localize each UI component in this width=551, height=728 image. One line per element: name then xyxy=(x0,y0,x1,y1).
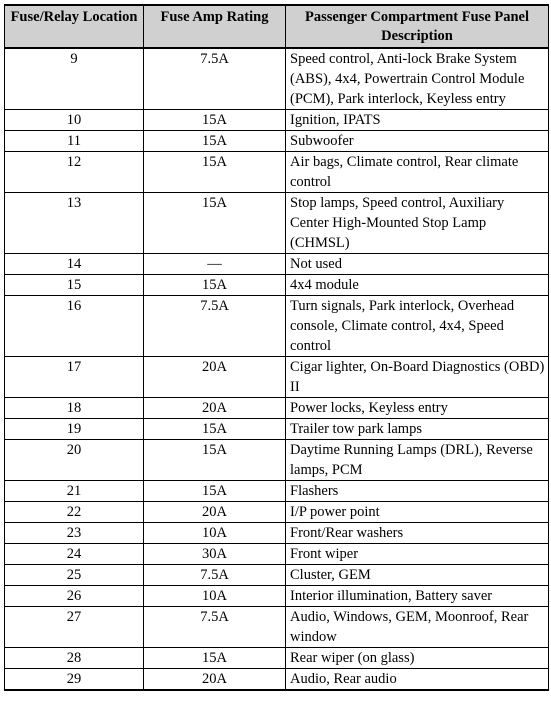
header-location: Fuse/Relay Location xyxy=(5,5,144,48)
fuse-description-cell: Audio, Windows, GEM, Moonroof, Rear window xyxy=(286,607,549,648)
fuse-location-cell: 24 xyxy=(5,544,144,565)
fuse-description-cell: Trailer tow park lamps xyxy=(286,419,549,440)
fuse-description-cell: Speed control, Anti-lock Brake System (ABS), 4x4, Powertrain Control Module (PCM), Park interlock, Keyless entry xyxy=(286,48,549,110)
table-row xyxy=(5,419,549,440)
fuse-description-cell: Turn signals, Park interlock, Overhead console, Climate control, 4x4, Speed control xyxy=(286,296,549,357)
table-header xyxy=(5,5,549,48)
fuse-amp-cell: 15A xyxy=(144,648,286,669)
fuse-amp-cell: 15A xyxy=(144,440,286,481)
table-row xyxy=(5,398,549,419)
fuse-description-cell: Ignition, IPATS xyxy=(286,110,549,131)
table-row xyxy=(5,357,549,398)
fuse-description-cell: Air bags, Climate control, Rear climate control xyxy=(286,152,549,193)
table-row xyxy=(5,440,549,481)
fuse-description-cell: Not used xyxy=(286,254,549,275)
fuse-panel-table xyxy=(4,4,549,691)
fuse-description-cell: Rear wiper (on glass) xyxy=(286,648,549,669)
fuse-location-cell: 11 xyxy=(5,131,144,152)
fuse-amp-cell: 15A xyxy=(144,152,286,193)
fuse-description-cell: 4x4 module xyxy=(286,275,549,296)
fuse-location-cell: 10 xyxy=(5,110,144,131)
table-row xyxy=(5,296,549,357)
fuse-amp-cell: 30A xyxy=(144,544,286,565)
fuse-amp-cell: 10A xyxy=(144,523,286,544)
fuse-location-cell: 12 xyxy=(5,152,144,193)
fuse-amp-cell: 15A xyxy=(144,275,286,296)
fuse-location-cell: 9 xyxy=(5,48,144,110)
fuse-amp-cell: 20A xyxy=(144,502,286,523)
fuse-location-cell: 26 xyxy=(5,586,144,607)
table-row xyxy=(5,648,549,669)
fuse-amp-cell: 15A xyxy=(144,419,286,440)
header-description: Passenger Compartment Fuse Panel Description xyxy=(286,5,549,48)
table-row xyxy=(5,502,549,523)
table-row xyxy=(5,607,549,648)
fuse-location-cell: 16 xyxy=(5,296,144,357)
fuse-amp-cell: 7.5A xyxy=(144,565,286,586)
fuse-location-cell: 22 xyxy=(5,502,144,523)
fuse-description-cell: Flashers xyxy=(286,481,549,502)
table-row xyxy=(5,193,549,254)
header-row xyxy=(5,5,549,48)
fuse-amp-cell: 20A xyxy=(144,398,286,419)
table-row xyxy=(5,586,549,607)
table-row xyxy=(5,544,549,565)
fuse-location-cell: 23 xyxy=(5,523,144,544)
fuse-amp-cell: 7.5A xyxy=(144,296,286,357)
fuse-amp-cell: 7.5A xyxy=(144,48,286,110)
fuse-location-cell: 19 xyxy=(5,419,144,440)
fuse-description-cell: Subwoofer xyxy=(286,131,549,152)
fuse-amp-cell: 7.5A xyxy=(144,607,286,648)
fuse-location-cell: 29 xyxy=(5,669,144,691)
fuse-description-cell: Cigar lighter, On-Board Diagnostics (OBD) II xyxy=(286,357,549,398)
table-row xyxy=(5,565,549,586)
table-body xyxy=(5,48,549,690)
fuse-description-cell: Cluster, GEM xyxy=(286,565,549,586)
fuse-location-cell: 17 xyxy=(5,357,144,398)
fuse-amp-cell: 20A xyxy=(144,669,286,691)
table-row xyxy=(5,48,549,110)
table-row xyxy=(5,131,549,152)
table-row xyxy=(5,152,549,193)
table-row xyxy=(5,669,549,691)
fuse-description-cell: Front/Rear washers xyxy=(286,523,549,544)
fuse-location-cell: 18 xyxy=(5,398,144,419)
fuse-description-cell: Power locks, Keyless entry xyxy=(286,398,549,419)
table-row xyxy=(5,523,549,544)
fuse-description-cell: I/P power point xyxy=(286,502,549,523)
fuse-amp-cell: 15A xyxy=(144,481,286,502)
fuse-amp-cell: 15A xyxy=(144,193,286,254)
fuse-description-cell: Daytime Running Lamps (DRL), Reverse lamps, PCM xyxy=(286,440,549,481)
fuse-description-cell: Interior illumination, Battery saver xyxy=(286,586,549,607)
fuse-location-cell: 25 xyxy=(5,565,144,586)
table-row xyxy=(5,275,549,296)
header-amp-rating: Fuse Amp Rating xyxy=(144,5,286,48)
fuse-description-cell: Audio, Rear audio xyxy=(286,669,549,691)
fuse-amp-cell: 20A xyxy=(144,357,286,398)
table-row xyxy=(5,481,549,502)
fuse-description-cell: Front wiper xyxy=(286,544,549,565)
fuse-location-cell: 21 xyxy=(5,481,144,502)
table-row xyxy=(5,254,549,275)
fuse-description-cell: Stop lamps, Speed control, Auxiliary Center High-Mounted Stop Lamp (CHMSL) xyxy=(286,193,549,254)
fuse-amp-cell: 15A xyxy=(144,110,286,131)
fuse-location-cell: 20 xyxy=(5,440,144,481)
fuse-amp-cell: — xyxy=(144,254,286,275)
fuse-location-cell: 14 xyxy=(5,254,144,275)
fuse-amp-cell: 10A xyxy=(144,586,286,607)
fuse-amp-cell: 15A xyxy=(144,131,286,152)
fuse-location-cell: 15 xyxy=(5,275,144,296)
fuse-location-cell: 28 xyxy=(5,648,144,669)
table-row xyxy=(5,110,549,131)
fuse-location-cell: 13 xyxy=(5,193,144,254)
fuse-location-cell: 27 xyxy=(5,607,144,648)
